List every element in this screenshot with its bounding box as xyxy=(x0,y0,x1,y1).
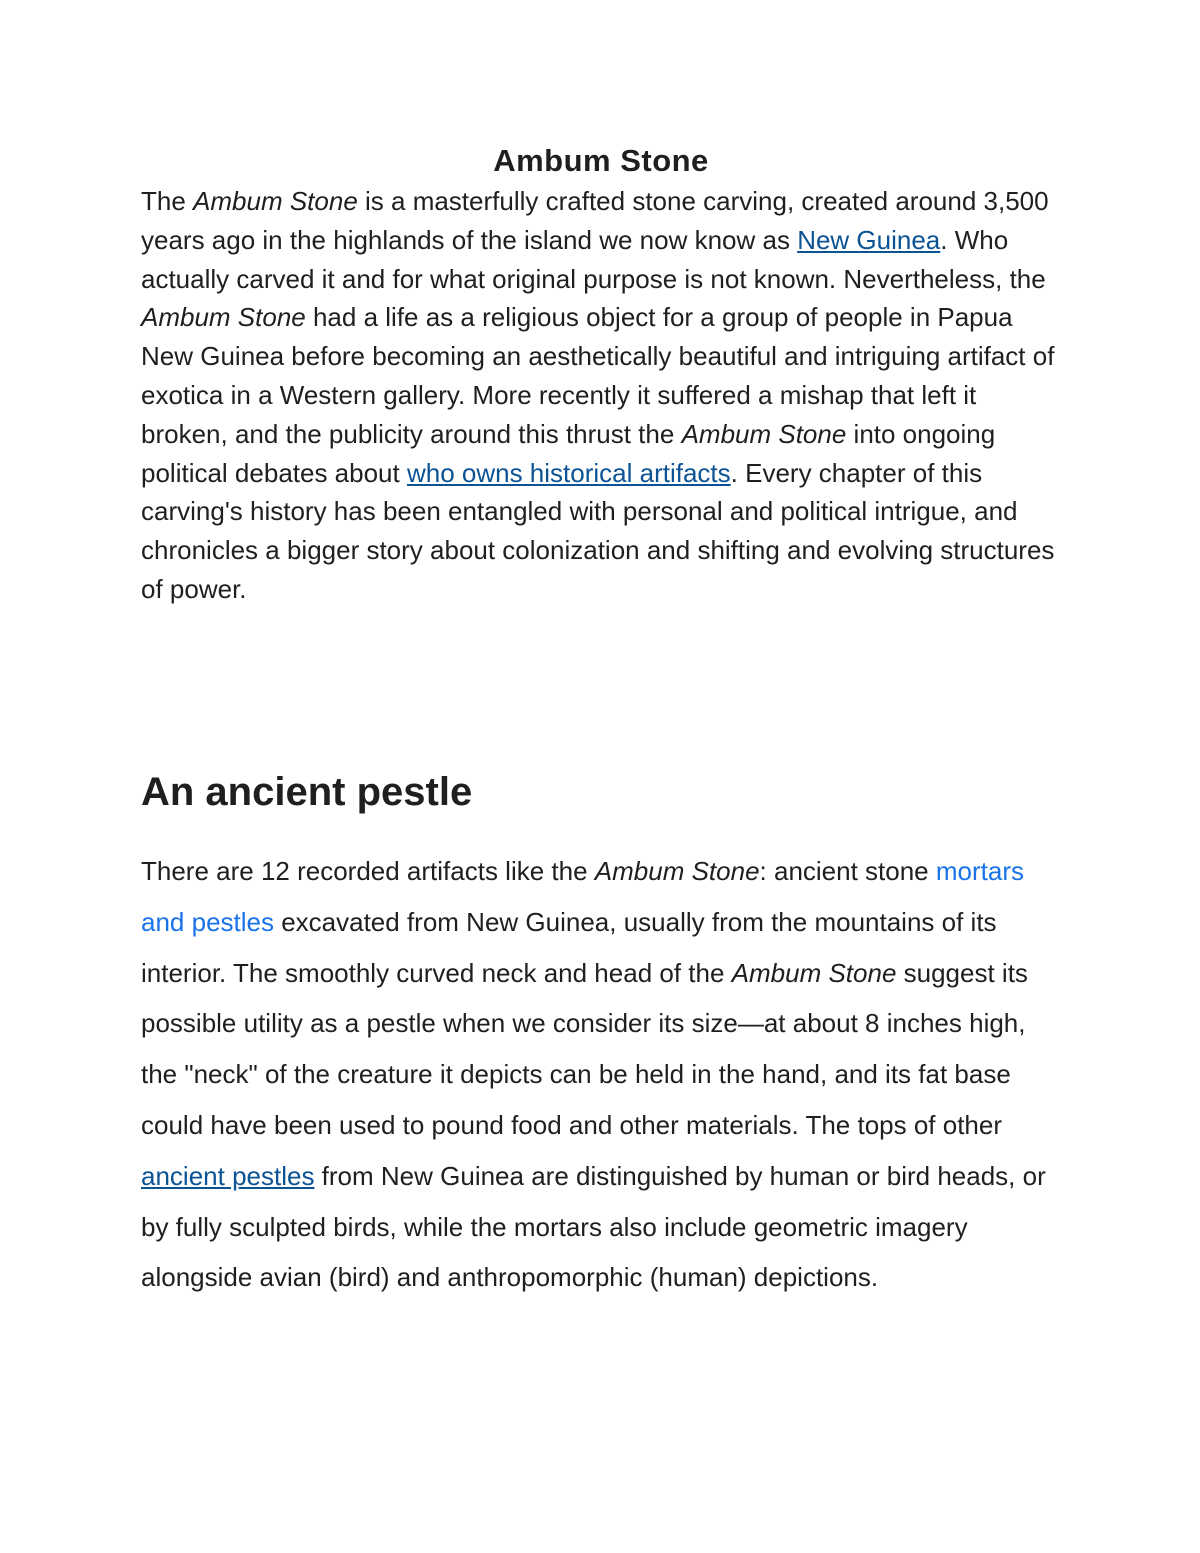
intro-emphasis-3: Ambum Stone xyxy=(681,418,847,449)
who-owns-artifacts-link[interactable]: who owns historical artifacts xyxy=(406,457,731,488)
section-text-1: There are 12 recorded artifacts like the xyxy=(141,856,595,886)
intro-paragraph xyxy=(141,182,1061,609)
section-emphasis-1: Ambum Stone xyxy=(594,856,760,886)
document-page xyxy=(141,140,1061,1293)
intro-text-3: . Who actually carved it and for what original purpose is not known. Nevertheless, the xyxy=(141,224,1046,294)
intro-text-2: is a masterfully crafted stone carving, created around 3,500 years ago in the highlands of the island we now know as xyxy=(141,186,1049,255)
section-text-3: excavated from New Guinea, usually from the mountains of its interior. The smoothly curved neck and head of the xyxy=(141,906,997,988)
intro-text-6: . Every chapter of this carving's history has been entangled with personal and political intrigue, and chronicles a bigger story about colonization and shifting and evolving structures of power. xyxy=(141,457,1055,604)
section-text-4: suggest its possible utility as a pestle when we consider its size—at about 8 inches high, the "neck" of the creature it depicts can be held in the hand, and its fat base could have been used to pound food and other materials. The tops of other xyxy=(141,957,1028,1140)
ancient-pestles-link[interactable]: ancient pestles xyxy=(141,1160,315,1191)
new-guinea-link[interactable]: New Guinea xyxy=(797,224,941,255)
intro-text-4: had a life as a religious object for a group of people in Papua New Guinea before becoming an aesthetically beautiful and intriguing artifact of exotica in a Western gallery. More recently it suffered a mishap that left it broken, and the publicity around this thrust the xyxy=(141,302,1055,449)
mortars-and-pestles-text: mortars and pestles xyxy=(141,856,1024,937)
section-emphasis-2: Ambum Stone xyxy=(731,957,897,988)
section-paragraph xyxy=(141,846,1061,1303)
intro-emphasis-2: Ambum Stone xyxy=(141,302,306,333)
section-text-2: : ancient stone xyxy=(759,856,936,886)
intro-emphasis-1: Ambum Stone xyxy=(193,186,358,216)
document-title: Ambum Stone xyxy=(493,143,709,178)
section-heading: An ancient pestle xyxy=(141,770,473,814)
intro-text-5: into ongoing political debates about xyxy=(141,418,996,488)
section-text-5: from New Guinea are distinguished by human or bird heads, or by fully sculpted birds, while the mortars also include geometric imagery alongside avian (bird) and anthropomorphic (human) depictions. xyxy=(141,1160,1046,1293)
intro-text-1: The xyxy=(141,186,194,216)
